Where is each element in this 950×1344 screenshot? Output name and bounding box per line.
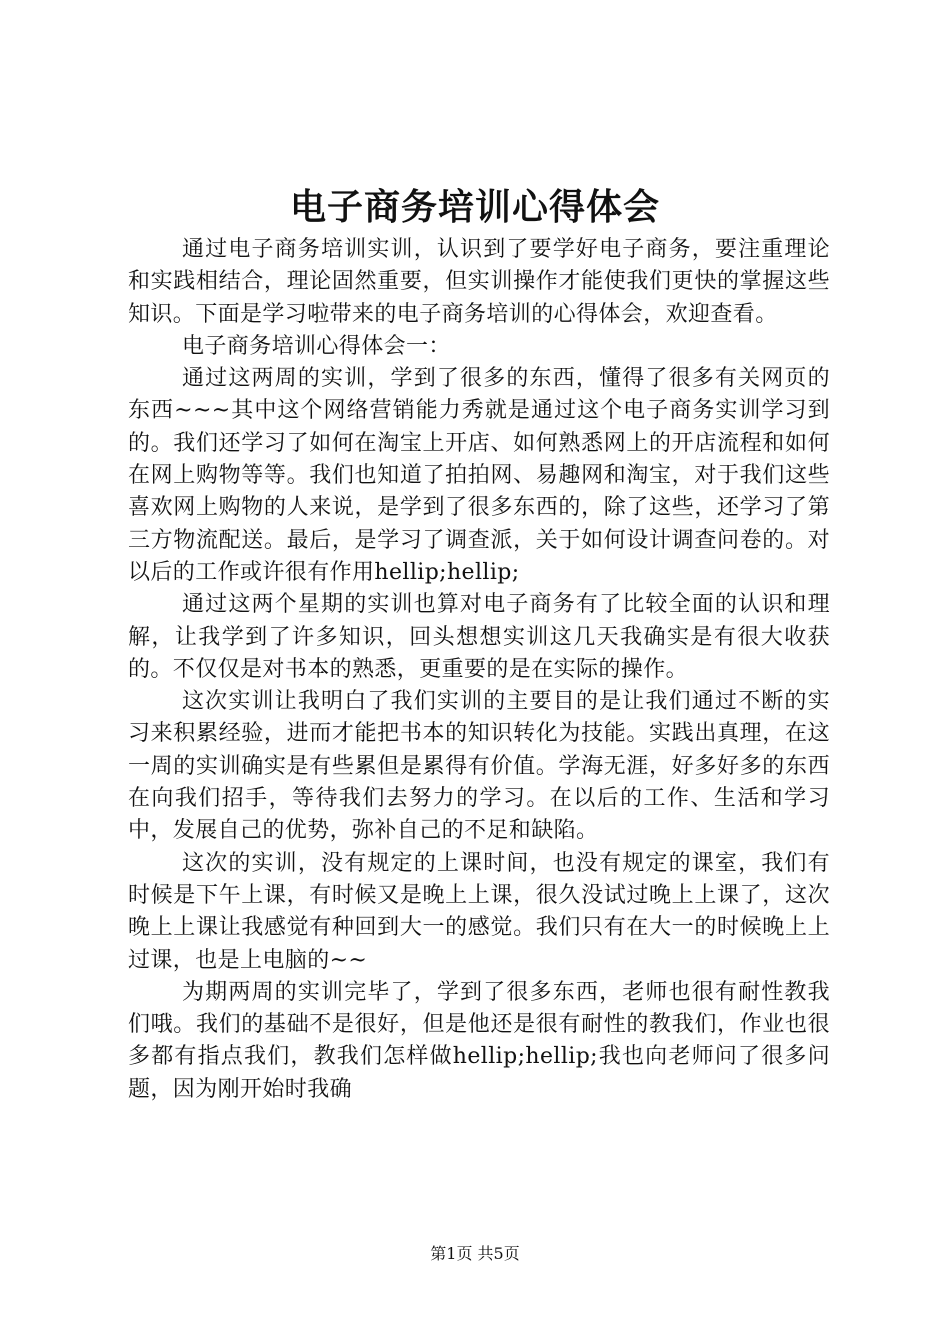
paragraph: 通过这两个星期的实训也算对电子商务有了比较全面的认识和理解，让我学到了许多知识，回头想想实训这几天我确实是有很大收获的。不仅仅是对书本的熟悉，更重要的是在实际的操作。	[128, 592, 830, 682]
section-heading: 电子商务培训心得体会一：	[182, 333, 451, 359]
paragraph: 为期两周的实训完毕了，学到了很多东西，老师也很有耐性教我们哦。我们的基础不是很好，但是他还是很有耐性的教我们，作业也很多都有指点我们，教我们怎样做hellip;hellip;我也向老师问了很多问题，因为刚开始时我确	[128, 979, 830, 1102]
paragraph: 这次的实训，没有规定的上课时间，也没有规定的课室，我们有时候是下午上课，有时候又是晚上上课，很久没试过晚上上课了，这次晚上上课让我感觉有种回到大一的感觉。我们只有在大一的时候晚上上过课，也是上电脑的~~	[128, 850, 830, 973]
paragraph-intro: 通过电子商务培训实训，认识到了要学好电子商务，要注重理论和实践相结合，理论固然重要，但实训操作才能使我们更快的掌握这些知识。下面是学习啦带来的电子商务培训的心得体会，欢迎查看。	[128, 237, 830, 327]
document-body	[128, 234, 830, 1106]
page-number-footer: 第1页 共5页	[430, 1244, 520, 1263]
paragraph: 这次实训让我明白了我们实训的主要目的是让我们通过不断的实习来积累经验，进而才能把书本的知识转化为技能。实践出真理，在这一周的实训确实是有些累但是累得有价值。学海无涯，好多好多的东西在向我们招手，等待我们去努力的学习。在以后的工作、生活和学习中，发展自己的优势，弥补自己的不足和缺陷。	[128, 689, 830, 844]
document-title: 电子商务培训心得体会	[289, 187, 660, 228]
paragraph: 通过这两周的实训，学到了很多的东西，懂得了很多有关网页的东西~~~其中这个网络营销能力秀就是通过这个电子商务实训学习到的。我们还学习了如何在淘宝上开店、如何熟悉网上的开店流程和如何在网上购物等等。我们也知道了拍拍网、易趣网和淘宝，对于我们这些喜欢网上购物的人来说，是学到了很多东西的，除了这些，还学习了第三方物流配送。最后，是学习了调查派，关于如何设计调查问卷的。对以后的工作或许很有作用hellip;hellip;	[128, 366, 830, 585]
